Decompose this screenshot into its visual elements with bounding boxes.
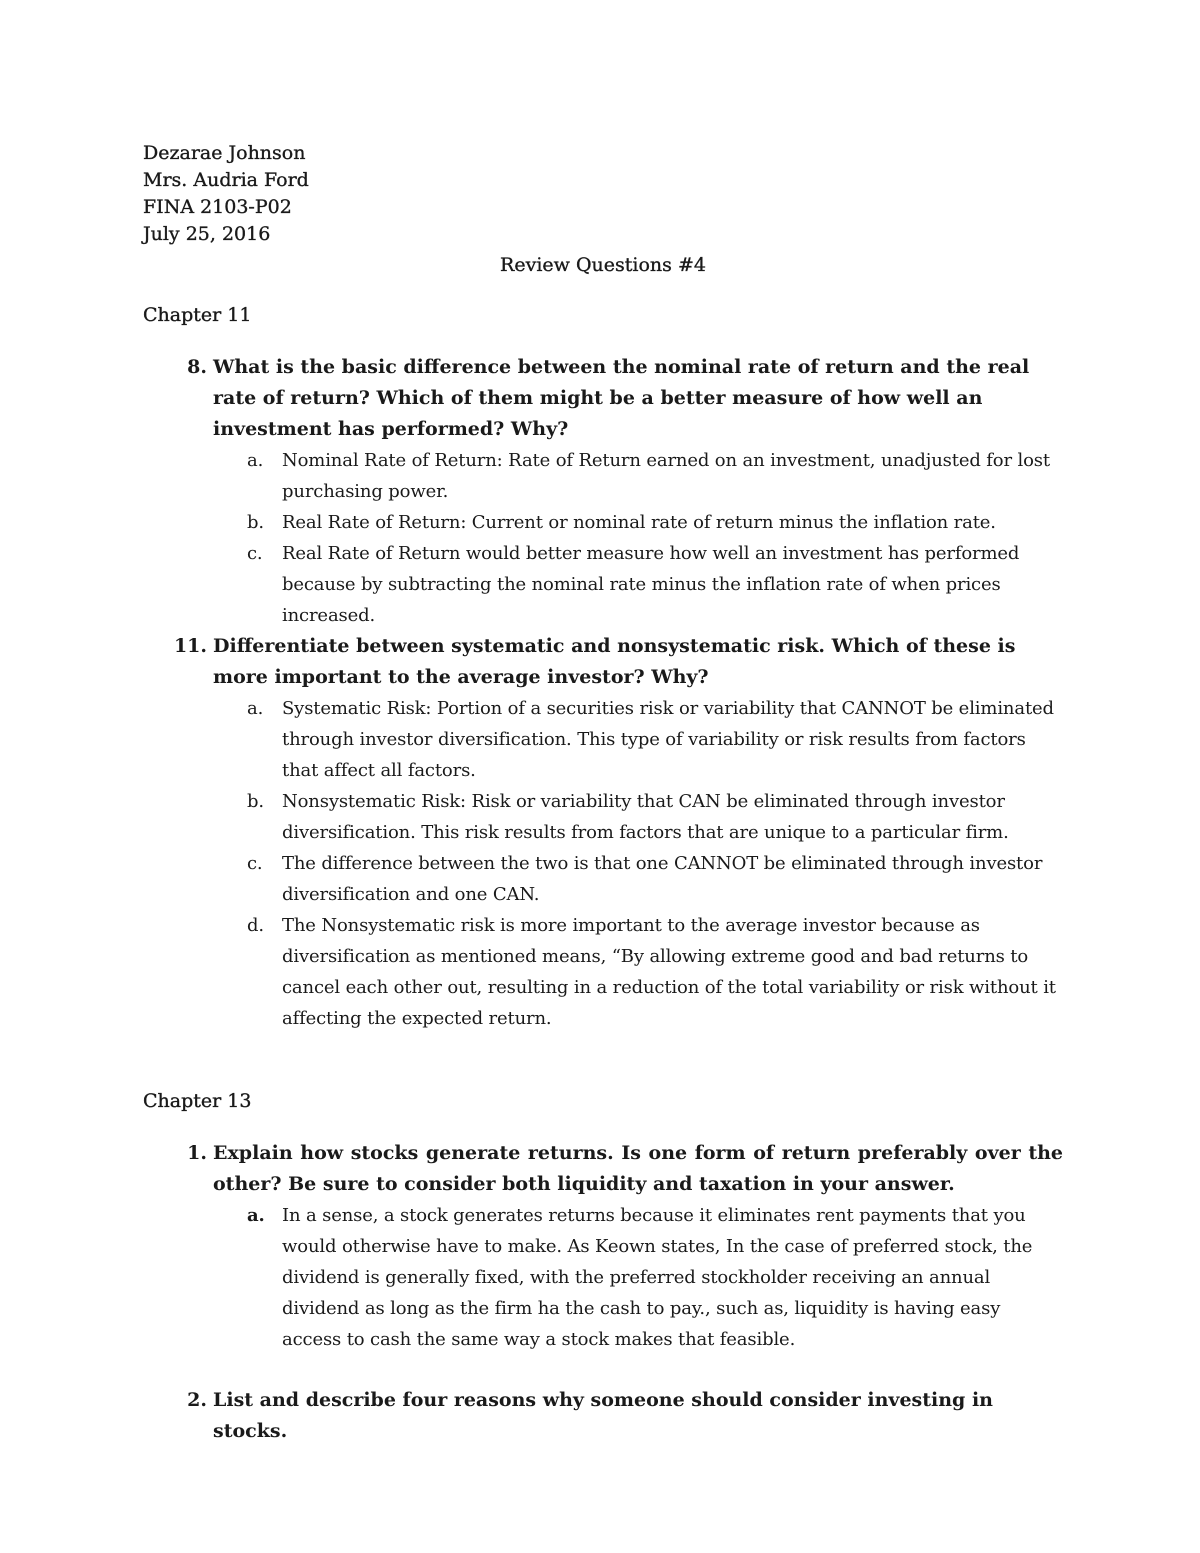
answer-text: The Nonsystematic risk is more important to the average investor because as diversification as mentioned means, “By allowing extreme good and bad returns to cancel each other out, resulting in a reduction of the total variability or risk without it affecting the expected return. <box>282 915 1056 1029</box>
question <box>143 352 1063 445</box>
answer-letter: d. <box>247 915 264 936</box>
answer-letter: c. <box>247 543 263 564</box>
answer-text: Real Rate of Return would better measure how well an investment has performed because by subtracting the nominal rate minus the inflation rate of when prices increased. <box>282 543 1020 626</box>
answer-item <box>143 445 1063 507</box>
document-date: July 25, 2016 <box>143 223 271 245</box>
answer-text: The difference between the two is that one CANNOT be eliminated through investor diversification and one CAN. <box>282 853 1043 905</box>
answer-item <box>143 848 1063 910</box>
answer-item <box>143 538 1063 631</box>
question-text: What is the basic difference between the nominal rate of return and the real rate of return? Which of them might be a better measure of how well an investment has performed? Why? <box>213 356 1030 440</box>
question-text: List and describe four reasons why someone should consider investing in stocks. <box>213 1389 993 1442</box>
answer-letter: a. <box>247 450 264 471</box>
answer-item <box>143 693 1063 786</box>
answer-text: In a sense, a stock generates returns because it eliminates rent payments that you would otherwise have to make. As Keown states, In the case of preferred stock, the dividend is generally fixed, with the preferred stockholder receiving an annual dividend as long as the firm ha the cash to pay., such as, liquidity is having easy access to cash the same way a stock makes that feasible. <box>282 1205 1033 1350</box>
answer-letter: a. <box>247 1205 265 1226</box>
answer-text: Real Rate of Return: Current or nominal rate of return minus the inflation rate. <box>282 512 996 533</box>
chapter-heading: Chapter 11 <box>143 304 252 326</box>
question <box>143 1138 1063 1200</box>
question-text: Explain how stocks generate returns. Is one form of return preferably over the other? Be sure to consider both liquidity and taxation in your answer. <box>213 1142 1063 1195</box>
course-code: FINA 2103-P02 <box>143 196 292 218</box>
answer-item <box>143 1200 1063 1355</box>
answer-item <box>143 910 1063 1034</box>
answer-letter: b. <box>247 791 264 812</box>
document-page <box>143 140 1063 1447</box>
question <box>143 1385 1063 1447</box>
answer-letter: c. <box>247 853 263 874</box>
answer-letter: b. <box>247 512 264 533</box>
student-name: Dezarae Johnson <box>143 142 306 164</box>
answer-text: Systematic Risk: Portion of a securities risk or variability that CANNOT be eliminated through investor diversification. This type of variability or risk results from factors that affect all factors. <box>282 698 1054 781</box>
question-number: 8. <box>187 356 207 378</box>
answer-item <box>143 507 1063 538</box>
document-title: Review Questions #4 <box>500 254 706 276</box>
chapter-heading: Chapter 13 <box>143 1090 252 1112</box>
question-number: 11. <box>173 635 207 657</box>
instructor-name: Mrs. Audria Ford <box>143 169 309 191</box>
answer-item <box>143 786 1063 848</box>
question-number: 1. <box>187 1142 207 1164</box>
question-text: Differentiate between systematic and nonsystematic risk. Which of these is more important to the average investor? Why? <box>213 635 1016 688</box>
answer-text: Nominal Rate of Return: Rate of Return earned on an investment, unadjusted for lost purchasing power. <box>282 450 1050 502</box>
answer-letter: a. <box>247 698 264 719</box>
question <box>143 631 1063 693</box>
question-number: 2. <box>187 1389 207 1411</box>
answer-text: Nonsystematic Risk: Risk or variability that CAN be eliminated through investor diversification. This risk results from factors that are unique to a particular firm. <box>282 791 1009 843</box>
